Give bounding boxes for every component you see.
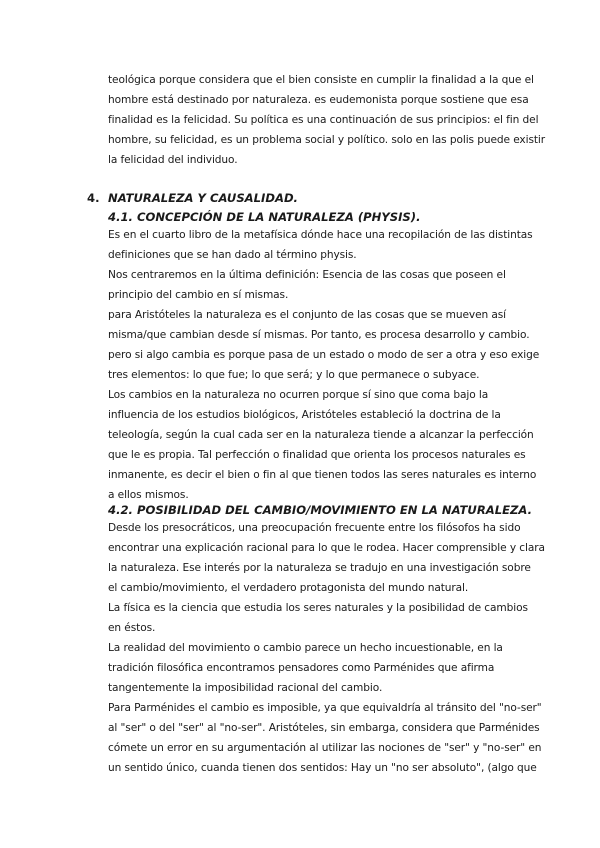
text-line: La realidad del movimiento o cambio parece un hecho incuestionable, en la [108,642,503,654]
text-line: tres elementos: lo que fue; lo que será; y lo que permanece o subyace. [108,369,480,381]
text-line: el cambio/movimiento, el verdadero protagonista del mundo natural. [108,582,469,594]
text-line: Nos centraremos en la última definición: Esencia de las cosas que poseen el [108,269,506,281]
text-line: a ellos mismos. [108,489,189,501]
text-line: influencia de los estudios biológicos, Aristóteles estableció la doctrina de la [108,409,501,421]
text-line: la naturaleza. Ese interés por la naturaleza se tradujo en una investigación sobre [108,562,531,574]
text-line: la felicidad del individuo. [108,154,238,166]
text-line: para Aristóteles la naturaleza es el conjunto de las cosas que se mueven así [108,309,507,321]
text-line: encontrar una explicación racional para lo que le rodea. Hacer comprensible y clara [108,542,545,554]
text-line: que le es propia. Tal perfección o finalidad que orienta los procesos naturales es [108,449,526,461]
text-line: pero si algo cambia es porque pasa de un estado o modo de ser a otra y eso exige [108,349,540,361]
text-line: cómete un error en su argumentación al utilizar las nociones de "ser" y "no-ser" en [108,742,542,754]
text-line: inmanente, es decir el bien o fin al que tienen todos las seres naturales es interno [108,469,537,481]
text-line: finalidad es la felicidad. Su política es una continuación de sus principios: el fin del [108,114,539,126]
section-4-2-body [108,518,545,778]
section-4-1-title: 4.1. CONCEPCIÓN DE LA NATURALEZA (PHYSIS). [108,210,421,224]
text-line: tangentemente la imposibilidad racional del cambio. [108,682,383,694]
text-line: misma/que cambian desde sí mismas. Por tanto, es procesa desarrollo y cambio. [108,329,530,341]
text-line: Los cambios en la naturaleza no ocurren porque sí sino que coma bajo la [108,389,489,401]
text-line: teológica porque considera que el bien consiste en cumplir la finalidad a la que el [108,74,534,86]
text-line: Desde los presocráticos, una preocupación frecuente entre los filósofos ha sido [108,522,521,534]
text-line: un sentido único, cuanda tienen dos sentidos: Hay un "no ser absoluto", (algo que [108,762,537,774]
section-4-title: NATURALEZA Y CAUSALIDAD. [108,191,298,205]
section-4-1-body [108,225,540,505]
text-line: hombre, su felicidad, es un problema social y político. solo en las polis puede existir [108,134,546,146]
section-4-number: 4. [87,191,100,205]
text-line: hombre está destinado por naturaleza. es eudemonista porque sostiene que esa [108,94,529,106]
text-line: al "ser" o del "ser" al "no-ser". Aristóteles, sin embarga, considera que Parménides [108,722,540,734]
text-line: teleología, según la cual cada ser en la naturaleza tiende a alcanzar la perfección [108,429,534,441]
text-line: Es en el cuarto libro de la metafísica dónde hace una recopilación de las distintas [108,229,533,241]
intro-paragraph [108,70,546,170]
section-4-2-title: 4.2. POSIBILIDAD DEL CAMBIO/MOVIMIENTO EN LA NATURALEZA. [108,503,533,517]
text-line: Para Parménides el cambio es imposible, ya que equivaldría al tránsito del "no-ser" [108,702,542,714]
text-line: La física es la ciencia que estudia los seres naturales y la posibilidad de cambios [108,602,528,614]
text-line: definiciones que se han dado al término physis. [108,249,357,261]
text-line: principio del cambio en sí mismas. [108,289,289,301]
text-line: tradición filosófica encontramos pensadores como Parménides que afirma [108,662,495,674]
text-line: en éstos. [108,622,156,634]
